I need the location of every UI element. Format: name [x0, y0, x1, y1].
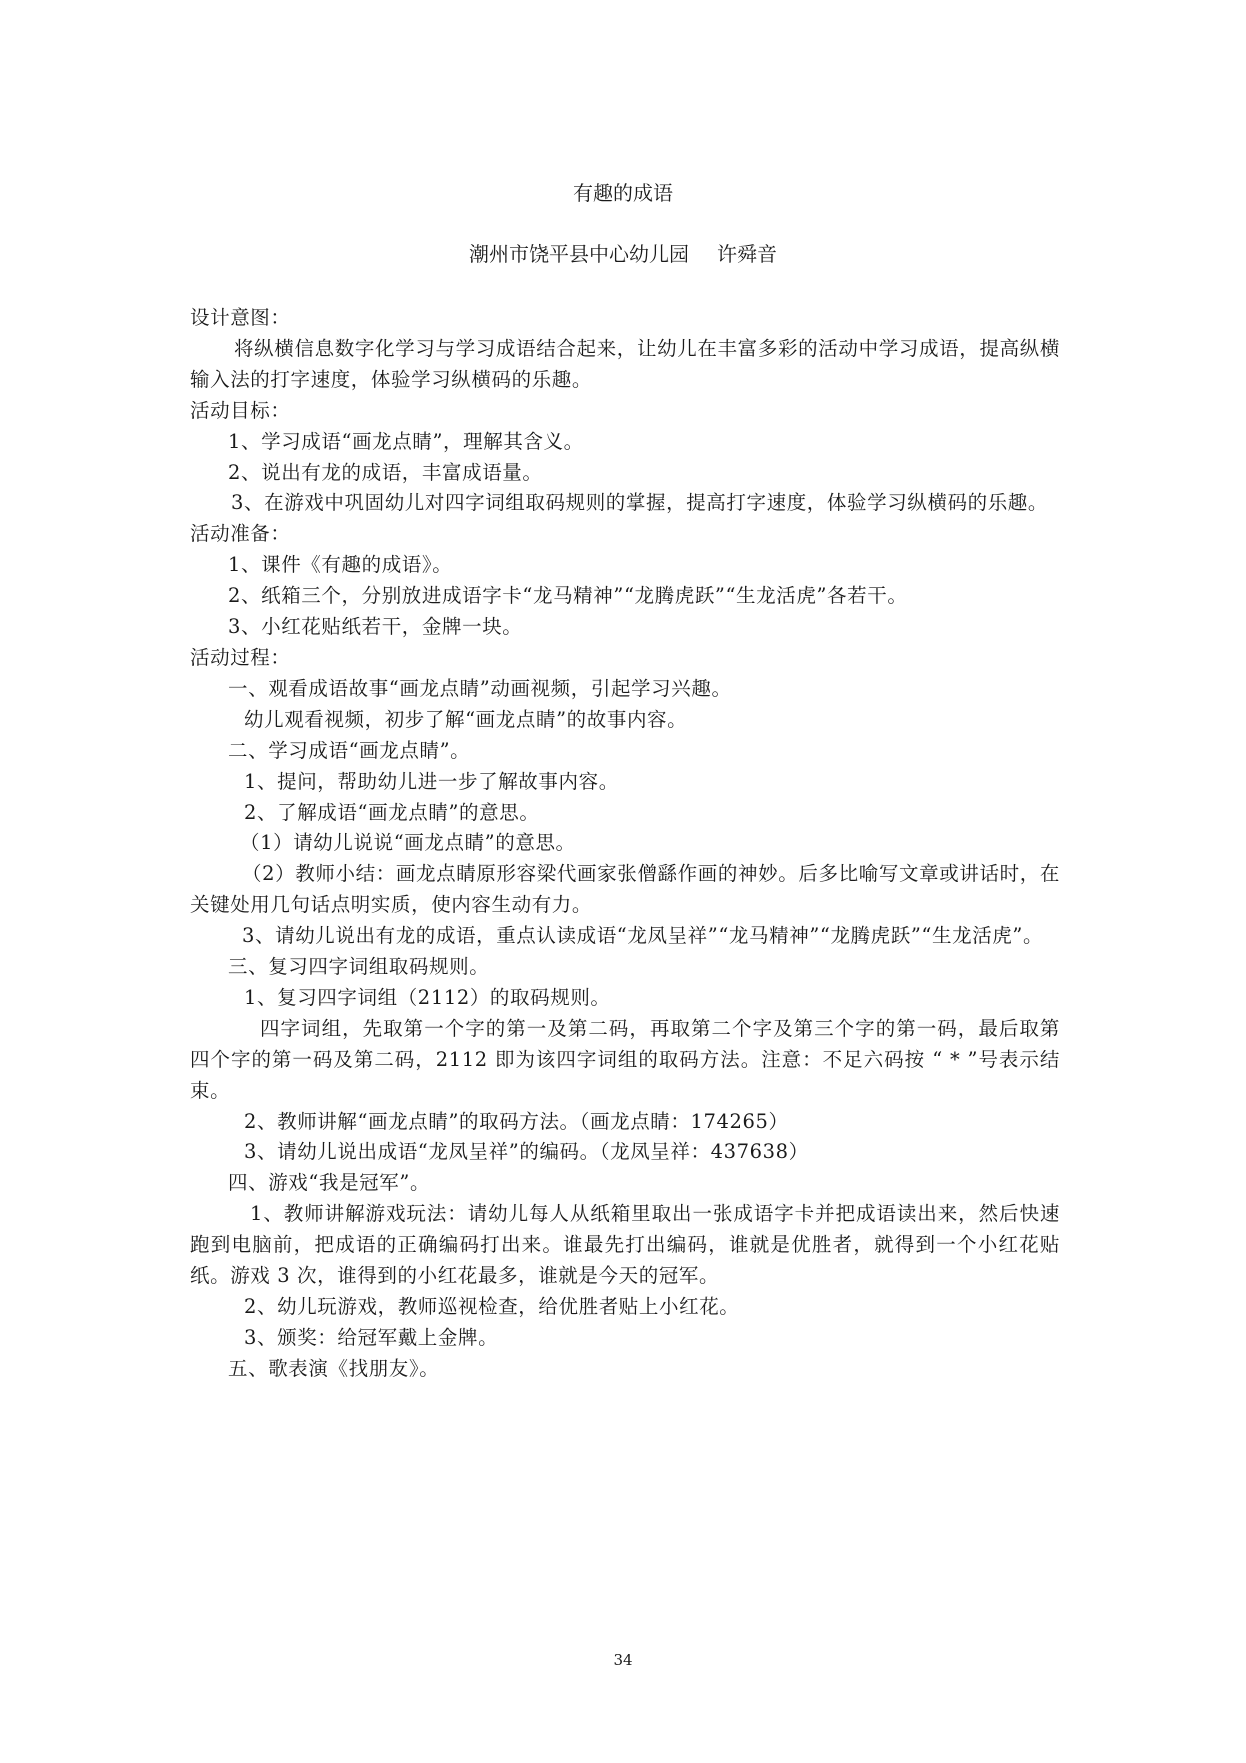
paragraph-design-intent: 将纵横信息数字化学习与学习成语结合起来，让幼儿在丰富多彩的活动中学习成语，提高纵横输入法的打字速度，体验学习纵横码的乐趣。 — [190, 336, 1060, 391]
goal-item-3: 3、在游戏中巩固幼儿对四字词组取码规则的掌握，提高打字速度，体验学习纵横码的乐趣。 — [231, 491, 1049, 515]
process-step-5: 五、歌表演《找朋友》。 — [228, 1356, 440, 1380]
process-step-4-item-3: 3、颁奖：给冠军戴上金牌。 — [244, 1325, 499, 1349]
process-step-2-item-1: 1、提问，帮助幼儿进一步了解故事内容。 — [244, 769, 619, 793]
preparation-item-2: 2、纸箱三个，分别放进成语字卡“龙马精神”“龙腾虎跃”“生龙活虎”各若干。 — [228, 584, 908, 608]
process-step-3-item-2: 2、教师讲解“画龙点睛”的取码方法。（画龙点睛：174265） — [244, 1109, 789, 1133]
page-number: 34 — [613, 1651, 633, 1669]
goal-item-2: 2、说出有龙的成语，丰富成语量。 — [228, 460, 543, 484]
preparation-item-3: 3、小红花贴纸若干，金牌一块。 — [228, 615, 523, 639]
process-step-3-item-3: 3、请幼儿说出成语“龙凤呈祥”的编码。（龙凤呈祥：437638） — [244, 1140, 809, 1164]
process-step-2-item-2-sub-2: （2）教师小结：画龙点睛原形容梁代画家张僧繇作画的神妙。后多比喻写文章或讲话时，在关键处用几句话点明实质，使内容生动有力。 — [190, 862, 1060, 917]
goal-item-1: 1、学习成语“画龙点睛”，理解其含义。 — [228, 429, 584, 453]
section-heading-goals: 活动目标： — [190, 398, 291, 422]
process-step-2: 二、学习成语“画龙点睛”。 — [228, 738, 471, 762]
process-step-3: 三、复习四字词组取码规则。 — [228, 955, 490, 979]
process-step-3-rule: 四字词组，先取第一个字的第一及第二码，再取第二个字及第三个字的第一码，最后取第四个字的第一码及第二码，2112 即为该四字词组的取码方法。注意：不足六码按 “ * ”号表示结束。 — [190, 1016, 1060, 1102]
section-heading-process: 活动过程： — [190, 645, 291, 669]
process-step-2-item-3: 3、请幼儿说出有龙的成语，重点认读成语“龙凤呈祥”“龙马精神”“龙腾虎跃”“生龙活虎”。 — [242, 924, 1044, 948]
process-step-4-item-2: 2、幼儿玩游戏，教师巡视检查，给优胜者贴上小红花。 — [244, 1295, 740, 1318]
process-step-3-item-1: 1、复习四字词组（2112）的取码规则。 — [244, 985, 611, 1009]
process-step-2-item-2: 2、了解成语“画龙点睛”的意思。 — [244, 800, 540, 824]
author-name: 许舜音 — [717, 242, 777, 266]
preparation-item-1: 1、课件《有趣的成语》。 — [228, 553, 453, 577]
document-title: 有趣的成语 — [573, 181, 673, 205]
process-step-2-item-2-sub-1: （1）请幼儿说说“画龙点睛”的意思。 — [240, 831, 576, 855]
process-step-4-item-1: 1、教师讲解游戏玩法：请幼儿每人从纸箱里取出一张成语字卡并把成语读出来，然后快速跑到电脑前，把成语的正确编码打出来。谁最先打出编码，谁就是优胜者，就得到一个小红花贴纸。游戏 3 次，谁得到的小红花最多，谁就是今天的冠军。 — [190, 1202, 1060, 1288]
process-step-1-detail: 幼儿观看视频，初步了解“画龙点睛”的故事内容。 — [244, 707, 688, 731]
process-step-4: 四、游戏“我是冠军”。 — [228, 1171, 431, 1195]
process-step-1: 一、观看成语故事“画龙点睛”动画视频，引起学习兴趣。 — [228, 676, 732, 700]
section-heading-preparation: 活动准备： — [190, 522, 291, 546]
author-line — [0, 239, 1246, 269]
document-body — [190, 303, 1060, 1385]
section-heading-design-intent: 设计意图： — [190, 306, 291, 329]
author-organization: 潮州市饶平县中心幼儿园 — [469, 242, 689, 266]
